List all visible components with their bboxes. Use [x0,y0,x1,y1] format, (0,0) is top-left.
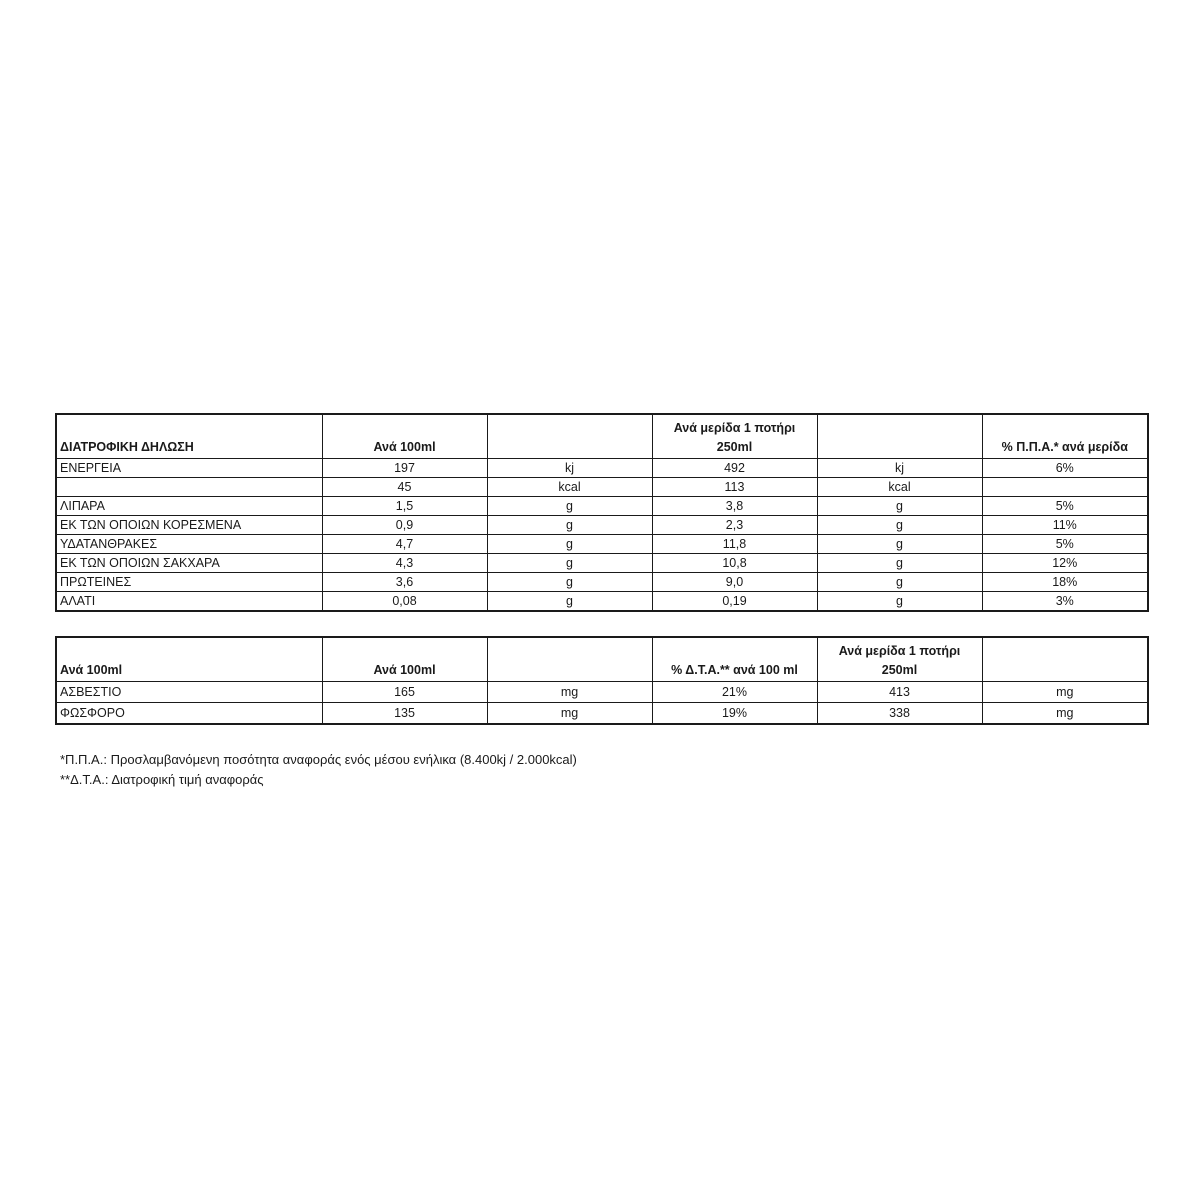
value-cell: kcal [487,478,652,497]
header-cell: % Π.Π.Α.* ανά μερίδα [982,414,1148,459]
value-cell [982,478,1148,497]
row-label-cell: ΕΝΕΡΓΕΙΑ [56,459,322,478]
value-cell: 10,8 [652,554,817,573]
value-cell: 0,08 [322,592,487,612]
value-cell: 413 [817,682,982,703]
value-cell: g [817,497,982,516]
value-cell: 3% [982,592,1148,612]
value-cell: g [487,592,652,612]
minerals-table [55,636,1149,725]
value-cell: 4,3 [322,554,487,573]
table-row [56,703,1148,725]
row-label-cell: ΑΛΑΤΙ [56,592,322,612]
value-cell: 21% [652,682,817,703]
value-cell: 0,9 [322,516,487,535]
value-cell: 11,8 [652,535,817,554]
table-row [56,592,1148,612]
value-cell: 0,19 [652,592,817,612]
table-row [56,459,1148,478]
row-label-cell: ΑΣΒΕΣΤΙΟ [56,682,322,703]
row-label-cell: ΕΚ ΤΩΝ ΟΠΟΙΩΝ ΣΑΚΧΑΡΑ [56,554,322,573]
row-label-cell: ΠΡΩΤΕΙΝΕΣ [56,573,322,592]
row-label-cell: ΕΚ ΤΩΝ ΟΠΟΙΩΝ ΚΟΡΕΣΜΕΝΑ [56,516,322,535]
header-cell: Ανά 100ml [56,637,322,682]
value-cell: kj [487,459,652,478]
value-cell: g [817,592,982,612]
header-cell: % Δ.Τ.Α.** ανά 100 ml [652,637,817,682]
value-cell: 1,5 [322,497,487,516]
header-cell: Ανά 100ml [322,637,487,682]
value-cell: 11% [982,516,1148,535]
value-cell: 197 [322,459,487,478]
value-cell: kj [817,459,982,478]
value-cell: 45 [322,478,487,497]
header-cell: ΔΙΑΤΡΟΦΙΚΗ ΔΗΛΩΣΗ [56,414,322,459]
value-cell: 6% [982,459,1148,478]
value-cell: 2,3 [652,516,817,535]
value-cell: 165 [322,682,487,703]
value-cell: 3,8 [652,497,817,516]
table-row [56,573,1148,592]
value-cell: 12% [982,554,1148,573]
value-cell: 492 [652,459,817,478]
value-cell: 19% [652,703,817,725]
value-cell: g [487,535,652,554]
footnote-ppa: *Π.Π.Α.: Προσλαμβανόμενη ποσότητα αναφοράς ενός μέσου ενήλικα (8.400kj / 2.000kcal) [60,752,577,767]
table-row [56,554,1148,573]
row-label-cell: ΥΔΑΤΑΝΘΡΑΚΕΣ [56,535,322,554]
value-cell: 135 [322,703,487,725]
value-cell: mg [982,703,1148,725]
table-header-row [56,637,1148,682]
header-cell: Ανά 100ml [322,414,487,459]
value-cell: 113 [652,478,817,497]
value-cell: mg [487,682,652,703]
header-cell: Ανά μερίδα 1 ποτήρι 250ml [652,414,817,459]
value-cell: g [817,573,982,592]
footnote-dta: **Δ.Τ.Α.: Διατροφική τιμή αναφοράς [60,772,264,787]
footnotes [60,750,577,790]
value-cell: 5% [982,535,1148,554]
value-cell: g [817,554,982,573]
header-cell [487,637,652,682]
value-cell: mg [982,682,1148,703]
value-cell: g [487,554,652,573]
table-row [56,682,1148,703]
nutrition-declaration-table [55,413,1149,612]
row-label-cell: ΦΩΣΦΟΡΟ [56,703,322,725]
value-cell: 3,6 [322,573,487,592]
value-cell: 18% [982,573,1148,592]
value-cell: g [817,516,982,535]
header-cell: Ανά μερίδα 1 ποτήρι 250ml [817,637,982,682]
row-label-cell [56,478,322,497]
table-row [56,478,1148,497]
value-cell: g [487,573,652,592]
row-label-cell: ΛΙΠΑΡΑ [56,497,322,516]
value-cell: 5% [982,497,1148,516]
value-cell: mg [487,703,652,725]
value-cell: g [817,535,982,554]
value-cell: 9,0 [652,573,817,592]
header-cell [487,414,652,459]
table-row [56,516,1148,535]
value-cell: g [487,497,652,516]
table-row [56,497,1148,516]
header-cell [982,637,1148,682]
table-row [56,535,1148,554]
value-cell: 4,7 [322,535,487,554]
value-cell: kcal [817,478,982,497]
value-cell: 338 [817,703,982,725]
value-cell: g [487,516,652,535]
header-cell [817,414,982,459]
table-header-row [56,414,1148,459]
